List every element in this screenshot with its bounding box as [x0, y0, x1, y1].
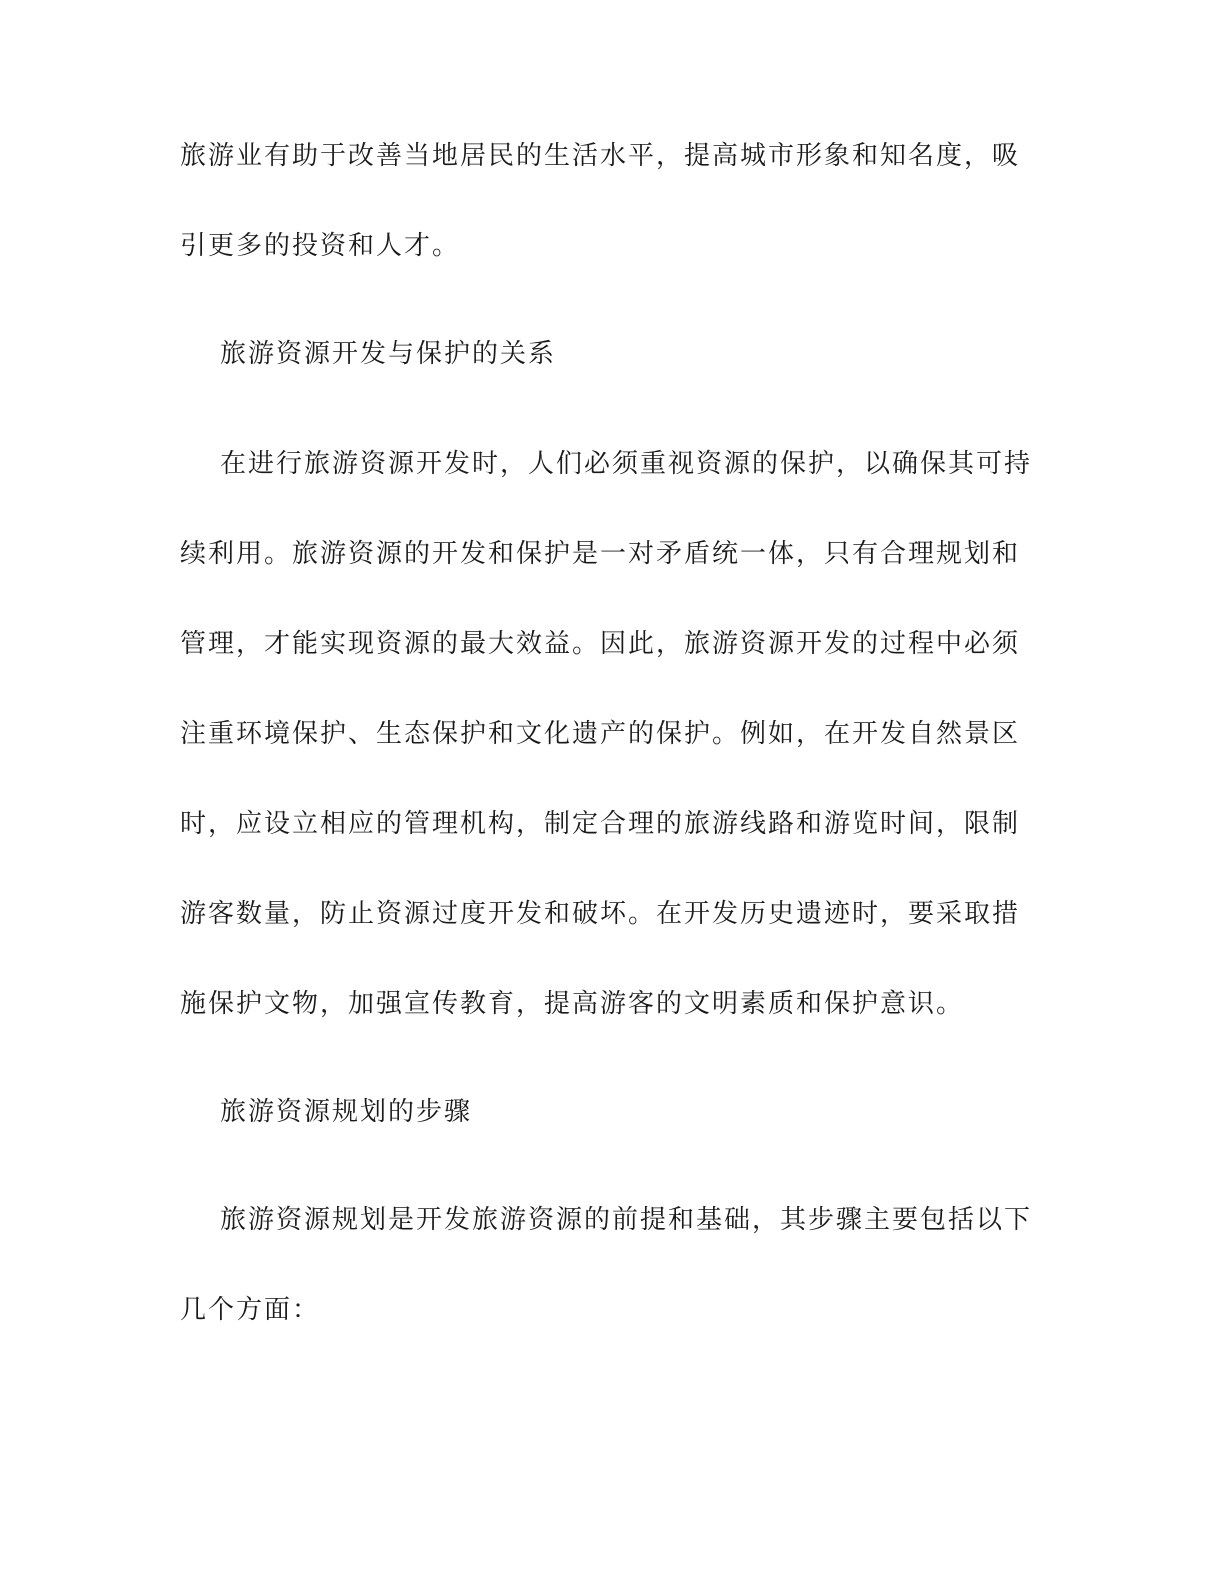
paragraph-5-line-1: 旅游资源规划是开发旅游资源的前提和基础，其步骤主要包括以下 [220, 1205, 1033, 1235]
paragraph-1-line-1: 旅游业有助于改善当地居民的生活水平，提高城市形象和知名度，吸 [180, 141, 1021, 171]
paragraph-3-line-6: 游客数量，防止资源过度开发和破坏。在开发历史遗迹时，要采取措 [180, 899, 1021, 929]
section-heading-2: 旅游资源规划的步骤 [220, 1097, 473, 1127]
section-heading-1: 旅游资源开发与保护的关系 [220, 339, 557, 369]
paragraph-5-line-2: 几个方面： [180, 1295, 321, 1325]
paragraph-3-line-5: 时，应设立相应的管理机构，制定合理的旅游线路和游览时间，限制 [180, 809, 1021, 839]
paragraph-1-line-2: 引更多的投资和人才。 [180, 231, 461, 261]
paragraph-3-line-1: 在进行旅游资源开发时，人们必须重视资源的保护，以确保其可持 [220, 449, 1033, 479]
paragraph-3-line-4: 注重环境保护、生态保护和文化遗产的保护。例如，在开发自然景区 [180, 719, 1021, 749]
paragraph-3-line-7: 施保护文物，加强宣传教育，提高游客的文明素质和保护意识。 [180, 989, 965, 1019]
paragraph-3-line-2: 续利用。旅游资源的开发和保护是一对矛盾统一体，只有合理规划和 [180, 539, 1021, 569]
paragraph-3-line-3: 管理，才能实现资源的最大效益。因此，旅游资源开发的过程中必须 [180, 629, 1021, 659]
